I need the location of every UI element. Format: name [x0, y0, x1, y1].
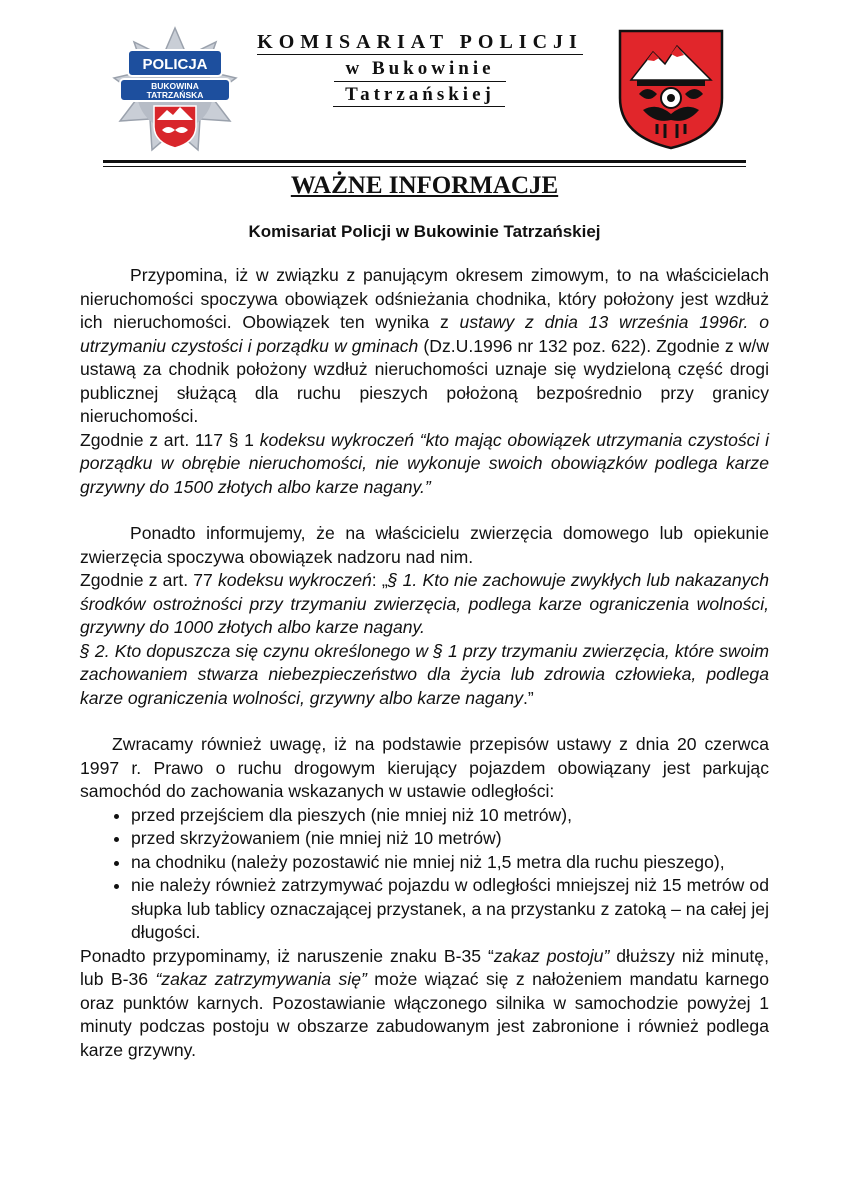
- header-line-1: KOMISARIAT POLICJI: [257, 31, 583, 53]
- list-item: • przed przejściem dla pieszych (nie mniej niż 10 metrów),: [131, 804, 769, 828]
- page-subtitle: Komisariat Policji w Bukowinie Tatrzańskiej: [248, 222, 601, 241]
- parking-distance-list: [80, 804, 769, 945]
- document-body: [80, 264, 769, 1062]
- paragraph-road-signs: Ponadto przypominamy, iż naruszenie znaku B-35 “zakaz postoju” dłuższy niż minutę, lub B-36 “zakaz zatrzymywania się” może wiązać się z nałożeniem mandatu karnego oraz punktów karnych. Pozostawianie włączonego silnika w samochodzie powyżej 1 minuty podczas postoju w obszarze zabudowanym jest zabronione i również podlega karze grzywny.: [80, 945, 769, 1060]
- police-star-logo: [110, 26, 240, 156]
- header-underline: [334, 81, 506, 82]
- page-title: WAŻNE INFORMACJE: [290, 172, 559, 199]
- header-line-3: Tatrzańskiej: [345, 84, 495, 105]
- paragraph-art-117: Zgodnie z art. 117 § 1 kodeksu wykroczeń “kto mając obowiązek utrzymania czystości i porządku w obrębie nieruchomości, nie wykonuje swoich obowiązków podlega karze grzywny do 1500 złotych albo karze nagany.”: [80, 429, 770, 497]
- header-rule: [103, 160, 746, 163]
- header-underline: [333, 106, 505, 107]
- paragraph-animals: Ponadto informujemy, że na właścicielu zwierzęcia domowego lub opiekunie zwierzęcia spoczywa obowiązek nadzoru nad nim.: [80, 523, 769, 567]
- paragraph-parking: Zwracamy również uwagę, iż na podstawie przepisów ustawy z dnia 20 czerwca 1997 r. Prawo o ruchu drogowym kierujący pojazdem obowiązany jest parkując samochód do zachowania wskazanych w ustawie odległości:: [80, 734, 769, 801]
- letterhead: [0, 0, 849, 160]
- paragraph-art-77-par-2: § 2. Kto dopuszcza się czynu określonego w § 1 przy trzymaniu zwierzęcia, które swoim zachowaniem stwarza niebezpieczeństwo dla życia lub zdrowia człowieka, podlega karze ograniczenia wolności, grzywny albo karze nagany.”: [80, 640, 769, 708]
- list-item: • nie należy również zatrzymywać pojazdu w odległości mniejszej niż 15 metrów od słupka lub tablicy oznaczającej przystanek, a na przystanku z zatoką – na całej jej długości.: [131, 874, 769, 945]
- header-line-2: w Bukowinie: [345, 58, 495, 79]
- svg-text:TATRZAŃSKA: TATRZAŃSKA: [146, 90, 204, 100]
- list-item: • przed skrzyżowaniem (nie mniej niż 10 metrów): [131, 827, 769, 851]
- paragraph-snow-clearing: Przypomina, iż w związku z panującym okresem zimowym, to na właścicielach nieruchomości spoczywa obowiązek odśnieżania chodnika, który położony jest wzdłuż ich nieruchomości. Obowiązek ten wynika z ustawy z dnia 13 września 1996r. o utrzymaniu czystości i porządku w gminach (Dz.U.1996 nr 132 poz. 622). Zgodnie z w/w ustawą za chodnik położony wzdłuż nieruchomości uznaje się wydzieloną część drogi publicznej służącą dla ruchu pieszych położoną bezpośrednio przy granicy nieruchomości.: [80, 265, 770, 426]
- header-rule: [103, 166, 746, 167]
- svg-text:BUKOWINA: BUKOWINA: [151, 81, 199, 91]
- paragraph-art-77: Zgodnie z art. 77 kodeksu wykroczeń: „§ 1. Kto nie zachowuje zwykłych lub nakazanych środków ostrożności przy trzymaniu zwierzęcia, podlega karze ograniczenia wolności, grzywny do 1000 złotych albo karze nagany.: [80, 570, 769, 637]
- coat-of-arms-icon: [617, 28, 725, 150]
- list-item: • na chodniku (należy pozostawić nie mniej niż 1,5 metra dla ruchu pieszego),: [131, 851, 769, 875]
- header-underline: [257, 54, 583, 55]
- svg-text:POLICJA: POLICJA: [142, 56, 208, 73]
